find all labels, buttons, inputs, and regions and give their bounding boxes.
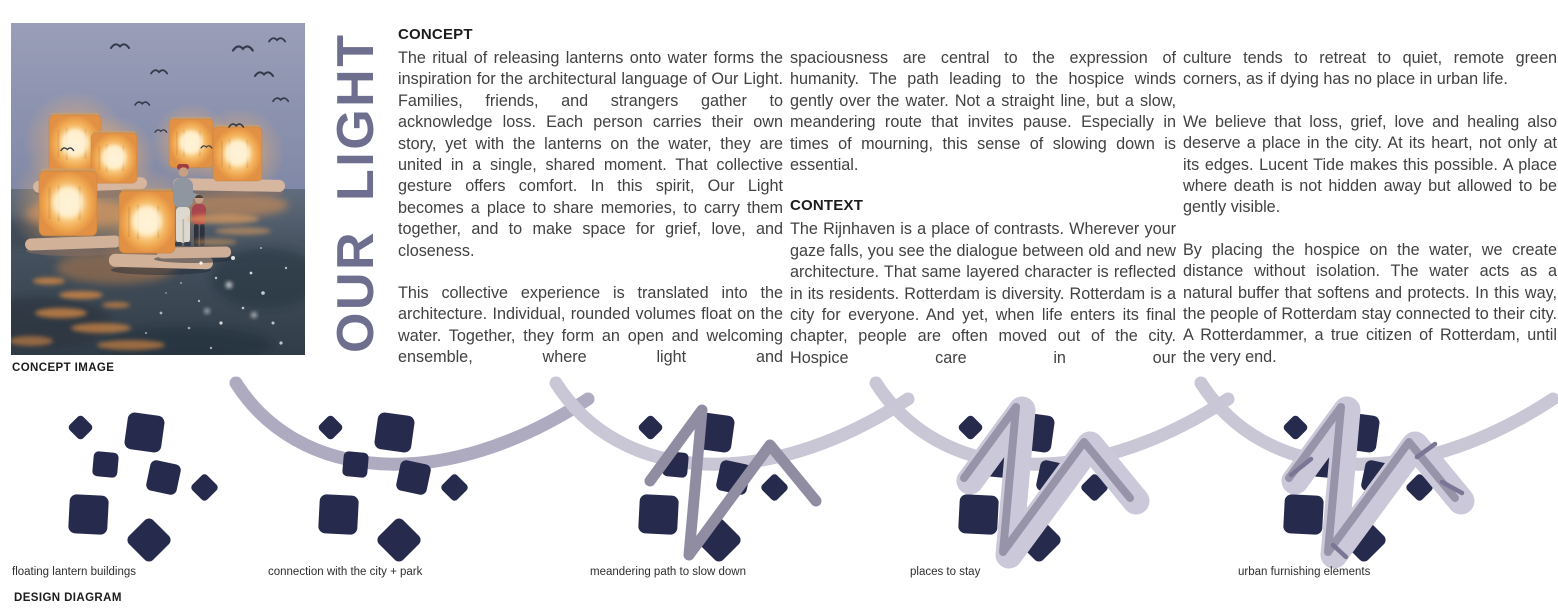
lantern-building-squares <box>317 412 469 564</box>
lantern-building-squares <box>67 412 219 564</box>
concept-image-caption: CONCEPT IMAGE <box>12 362 115 374</box>
diagram-panel-meandering-path <box>570 383 890 578</box>
diagram-panel-urban-furnishing <box>1215 383 1535 578</box>
column-concept <box>398 26 783 390</box>
context-paragraph-4: By placing the hospice on the water, we create distance without isolation. The water acts as a natural buffer that softens and protects. In this way, the people of Rotterdam stay connected to their city. A Rotterdammer, a true citizen of Rotterdam, until the very end. <box>1183 240 1557 366</box>
context-paragraph-3: We believe that loss, grief, love and healing also deserve a place in the city. At its heart, not only at its edges. Lucent Tide makes this possible. A place where death is not hidden away but allowed to be gently visible. <box>1183 112 1557 217</box>
diagram-panel-places-to-stay <box>890 383 1210 578</box>
context-heading: CONTEXT <box>790 197 864 215</box>
concept-heading: CONCEPT <box>398 26 473 43</box>
lantern-building-squares <box>637 412 789 564</box>
diagram-label-places-to-stay: places to stay <box>910 566 981 578</box>
context-paragraph-1: The Rijnhaven is a place of contrasts. Wherever your gaze falls, you see the dialogue between old and new architecture. That same layered character is reflected in its residents. Rotterdam is diversity. Rotterdam is a city for everyone. And yet, when life enters its final chapter, people are often moved out of the city. Hospice care in our <box>790 220 1176 367</box>
diagram-label-floating-lanterns: floating lantern buildings <box>12 566 137 578</box>
concept-paragraph-1: The ritual of releasing lanterns onto water forms the inspiration for the architectural language of Our Light. Families, friends, and strangers gather to acknowledge loss. Each person carries their own story, yet with the lanterns on the water, they are united in a single, shared moment. That collective gesture offers comfort. In this spirit, Our Light becomes a place to share memories, to carry them together, and to make space for grief, love, and closeness. <box>398 49 783 260</box>
concept-image <box>11 23 305 355</box>
diagram-label-urban-furnishing: urban furnishing elements <box>1238 566 1371 578</box>
column-context <box>790 26 1176 390</box>
design-diagram-caption: DESIGN DIAGRAM <box>14 592 122 604</box>
concept-paragraph-3: spaciousness are central to the expression of humanity. The path leading to the hospice winds gently over the water. Not a straight line, but a slow, meandering route that invites pause. Especially in times of mourning, this sense of slowing down is essential. <box>790 49 1176 175</box>
column-context-continued <box>1183 26 1557 389</box>
concept-paragraph-2: This collective experience is translated into the architecture. Individual, rounded volumes float on the water. Together, they form an open and welcoming ensemble, where light and <box>398 284 783 367</box>
diagram-label-meandering-path: meandering path to slow down <box>590 566 746 578</box>
diagram-label-city-connection: connection with the city + park <box>268 566 423 578</box>
project-title-vertical: OUR LIGHT <box>327 32 385 353</box>
diagram-panel-city-connection <box>250 383 570 578</box>
context-paragraph-2: culture tends to retreat to quiet, remote green corners, as if dying has no place in urban life. <box>1183 49 1557 89</box>
